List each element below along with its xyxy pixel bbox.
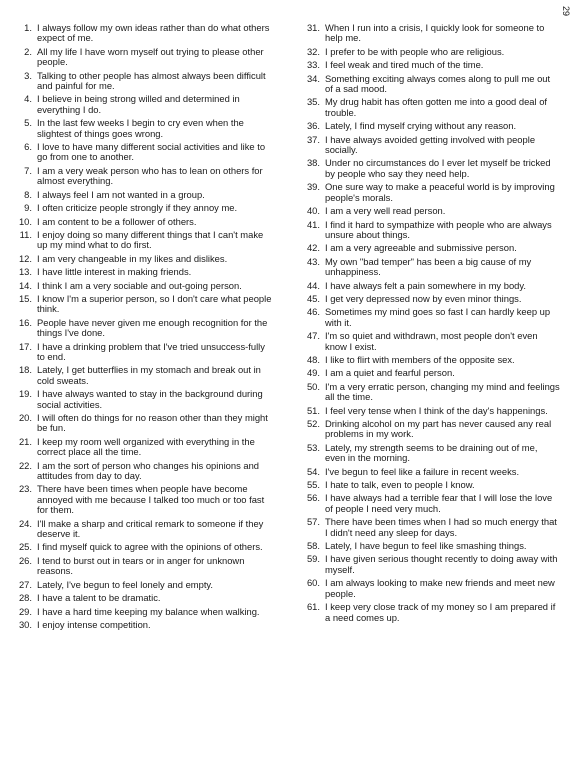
item-text: I have little interest in making friends. <box>37 266 192 278</box>
item-text: I feel weak and tired much of the time. <box>325 59 484 71</box>
item-number: 27. <box>18 578 32 590</box>
item-number: 59. <box>306 553 320 565</box>
item-number: 14. <box>18 279 32 291</box>
list-item <box>10 620 272 630</box>
item-number: 2. <box>24 45 32 57</box>
item-number: 39. <box>306 181 320 193</box>
item-number: 33. <box>306 59 320 71</box>
item-number: 1. <box>24 22 32 33</box>
list-item <box>10 142 272 163</box>
item-text: I find myself quick to agree with the opinions of others. <box>37 541 263 553</box>
item-number: 4. <box>24 93 32 105</box>
item-text: I am a very weak person who has to lean on others for almost everything. <box>37 164 263 187</box>
list-item <box>298 257 560 278</box>
list-item <box>10 437 272 458</box>
item-number: 3. <box>24 69 32 81</box>
item-text: I am very changeable in my likes and dislikes. <box>37 252 228 264</box>
item-number: 12. <box>18 252 32 264</box>
item-number: 40. <box>306 205 320 217</box>
item-number: 55. <box>306 479 320 491</box>
item-number: 17. <box>18 340 32 352</box>
item-number: 22. <box>18 459 32 471</box>
list-item <box>298 158 560 179</box>
item-number: 37. <box>306 133 320 145</box>
item-number: 48. <box>306 353 320 365</box>
item-number: 16. <box>18 316 32 328</box>
item-number: 36. <box>306 120 320 132</box>
item-number: 13. <box>18 266 32 278</box>
item-text: I enjoy intense competition. <box>37 618 151 630</box>
list-item <box>10 461 272 482</box>
list-item <box>10 484 272 515</box>
item-number: 44. <box>306 279 320 291</box>
item-text: Lately, I find myself crying without any reason. <box>325 120 517 132</box>
item-number: 60. <box>306 577 320 589</box>
item-number: 31. <box>306 22 320 33</box>
left-column <box>10 23 272 633</box>
list-item <box>298 182 560 203</box>
list-item <box>10 267 272 277</box>
list-item <box>10 230 272 251</box>
list-item <box>10 365 272 386</box>
item-number: 61. <box>306 601 320 613</box>
item-text: One sure way to make a peaceful world is by improving people's morals. <box>325 181 555 203</box>
list-item <box>298 243 560 253</box>
list-item <box>298 23 560 44</box>
item-number: 51. <box>306 404 320 416</box>
item-text: I like to flirt with members of the opposite sex. <box>325 353 515 365</box>
list-item <box>298 419 560 440</box>
item-text: I feel very tense when I think of the day's happenings. <box>325 404 548 416</box>
list-item <box>298 578 560 599</box>
item-text: Lately, I get butterflies in my stomach and break out in cold sweats. <box>37 364 261 386</box>
item-text: I'm so quiet and withdrawn, most people don't even know I exist. <box>325 330 538 352</box>
item-number: 28. <box>18 592 32 604</box>
item-number: 18. <box>18 364 32 376</box>
item-number: 10. <box>18 215 32 227</box>
item-number: 30. <box>18 618 32 630</box>
list-item <box>298 47 560 57</box>
item-text: I tend to burst out in tears or in anger for unknown reasons. <box>37 554 245 577</box>
item-text: People have never given me enough recognition for the things I've done. <box>37 316 268 339</box>
list-item <box>298 60 560 70</box>
item-text: Sometimes my mind goes so fast I can hardly keep up with it. <box>325 306 551 328</box>
item-text: I enjoy doing so many different things that I can't make up my mind what to do first. <box>37 228 264 251</box>
item-number: 23. <box>18 483 32 495</box>
item-number: 11. <box>19 228 32 240</box>
item-number: 52. <box>306 418 320 429</box>
list-item <box>10 294 272 315</box>
list-item <box>10 519 272 540</box>
item-text: I always follow my own ideas rather than do what others expect of me. <box>37 22 270 44</box>
item-text: I am content to be a follower of others. <box>37 215 197 227</box>
item-text: There have been times when I had so much energy that I didn't need any sleep for days. <box>325 516 557 538</box>
right-column <box>298 23 560 626</box>
list-item <box>298 294 560 304</box>
item-text: I know I'm a superior person, so I don't care what people think. <box>37 292 272 315</box>
item-text: I will often do things for no reason other than they might be fun. <box>37 412 268 434</box>
list-item <box>10 94 272 115</box>
item-text: My drug habit has often gotten me into a good deal of trouble. <box>325 96 548 118</box>
item-text: I have always felt a pain somewhere in my body. <box>325 279 526 291</box>
item-number: 41. <box>306 218 320 230</box>
list-item <box>10 556 272 577</box>
list-item <box>298 355 560 365</box>
list-item <box>298 467 560 477</box>
item-text: Lately, I've begun to feel lonely and empty. <box>37 578 214 590</box>
item-text: I'll make a sharp and critical remark to someone if they deserve it. <box>37 517 264 540</box>
item-number: 42. <box>306 242 320 254</box>
item-text: Something exciting always comes along to pull me out of a sad mood. <box>325 72 551 95</box>
list-item <box>298 443 560 464</box>
item-text: I have a talent to be dramatic. <box>37 592 161 604</box>
list-item <box>298 517 560 538</box>
item-text: I hate to talk, even to people I know. <box>325 479 475 491</box>
item-number: 26. <box>18 554 32 566</box>
list-item <box>10 217 272 227</box>
item-text: I've begun to feel like a failure in recent weeks. <box>325 465 520 477</box>
list-item <box>10 413 272 434</box>
item-number: 8. <box>24 188 32 200</box>
item-text: When I run into a crisis, I quickly look for someone to help me. <box>325 22 545 44</box>
item-number: 24. <box>18 517 32 529</box>
item-text: All my life I have worn myself out trying to please other people. <box>37 45 264 68</box>
list-item <box>298 541 560 551</box>
item-text: I love to have many different social activities and like to go from one to another. <box>37 141 266 163</box>
item-number: 15. <box>18 292 32 304</box>
list-item <box>10 71 272 92</box>
item-number: 21. <box>18 435 32 447</box>
item-number: 49. <box>306 367 320 379</box>
list-item <box>10 203 272 213</box>
item-text: I believe in being strong willed and determined in everything I do. <box>37 93 240 115</box>
list-item <box>10 342 272 363</box>
item-text: I am always looking to make new friends and meet new people. <box>325 577 555 599</box>
item-text: I keep my room well organized with everything in the correct place all the time. <box>37 435 255 458</box>
list-item <box>298 97 560 118</box>
item-text: I have always wanted to stay in the background during social activities. <box>37 388 263 410</box>
item-number: 9. <box>24 202 32 214</box>
item-text: I am a very agreeable and submissive person. <box>325 242 517 254</box>
item-number: 50. <box>306 380 320 392</box>
list-item <box>10 23 272 44</box>
list-item <box>298 307 560 328</box>
list-item <box>298 135 560 156</box>
item-number: 45. <box>306 292 320 304</box>
item-text: I am a very well read person. <box>325 205 446 217</box>
item-text: I always feel I am not wanted in a group. <box>37 188 205 200</box>
item-number: 5. <box>24 117 32 129</box>
list-item <box>298 368 560 378</box>
list-item <box>298 220 560 241</box>
list-item <box>10 166 272 187</box>
item-text: There have been times when people have become annoyed with me because I talked too much or too fast for them. <box>37 483 265 516</box>
item-text: I think I am a very sociable and out-going person. <box>37 279 242 291</box>
item-text: I prefer to be with people who are religious. <box>325 45 505 57</box>
item-text: Lately, my strength seems to be draining out of me, even in the morning. <box>325 441 538 464</box>
list-item <box>10 580 272 590</box>
item-number: 29. <box>18 605 32 617</box>
item-number: 47. <box>306 330 320 342</box>
item-text: I am the sort of person who changes his opinions and attitudes from day to day. <box>37 459 260 482</box>
item-text: Drinking alcohol on my part has never caused any real problems in my work. <box>325 418 552 440</box>
item-text: I have a drinking problem that I've tried unsuccess-fully to end. <box>37 340 265 362</box>
item-number: 38. <box>306 157 320 169</box>
item-text: I often criticize people strongly if they annoy me. <box>37 202 238 214</box>
item-number: 7. <box>24 164 32 176</box>
item-text: I get very depressed now by even minor things. <box>325 292 522 304</box>
item-number: 25. <box>18 541 32 553</box>
item-number: 54. <box>306 465 320 477</box>
list-item <box>298 206 560 216</box>
list-item <box>10 190 272 200</box>
list-item <box>298 602 560 623</box>
item-text: My own "bad temper" has been a big cause of my unhappiness. <box>325 255 532 278</box>
item-number: 6. <box>24 141 32 153</box>
list-item <box>298 554 560 575</box>
item-text: I am a quiet and fearful person. <box>325 367 455 379</box>
list-item <box>298 121 560 131</box>
list-item <box>298 406 560 416</box>
list-item <box>10 607 272 617</box>
list-item <box>298 493 560 514</box>
item-number: 53. <box>306 441 320 453</box>
item-number: 43. <box>306 255 320 267</box>
item-text: I find it hard to sympathize with people who are always unsure about things. <box>325 218 552 240</box>
item-text: Under no circumstances do I ever let myself be tricked by people who say they need help. <box>325 157 551 179</box>
item-text: I keep very close track of my money so I am prepared if a need comes up. <box>325 601 556 623</box>
page-number: 29 <box>560 5 571 17</box>
list-item <box>10 281 272 291</box>
list-item <box>298 331 560 352</box>
item-number: 58. <box>306 540 320 552</box>
list-item <box>298 281 560 291</box>
list-item <box>298 74 560 95</box>
item-number: 57. <box>306 516 320 528</box>
item-text: Talking to other people has almost always been difficult and painful for me. <box>37 69 266 92</box>
list-item <box>10 118 272 139</box>
list-item <box>298 382 560 403</box>
item-text: I'm a very erratic person, changing my mind and feelings all the time. <box>325 380 560 403</box>
list-item <box>298 480 560 490</box>
item-text: I have a hard time keeping my balance when walking. <box>37 605 260 617</box>
item-number: 46. <box>306 306 320 318</box>
item-number: 34. <box>306 72 320 84</box>
item-number: 32. <box>306 45 320 57</box>
item-number: 35. <box>306 96 320 108</box>
item-text: I have always had a terrible fear that I will lose the love of people I need very much. <box>325 492 553 514</box>
item-text: Lately, I have begun to feel like smashing things. <box>325 540 527 552</box>
item-text: I have given serious thought recently to doing away with myself. <box>325 553 558 575</box>
item-number: 56. <box>306 492 320 504</box>
list-item <box>10 389 272 410</box>
list-item <box>10 593 272 603</box>
item-text: In the last few weeks I begin to cry even when the slightest of things goes wrong. <box>37 117 244 139</box>
item-number: 20. <box>18 412 32 423</box>
list-item <box>10 542 272 552</box>
item-text: I have always avoided getting involved with people socially. <box>325 133 536 156</box>
item-number: 19. <box>18 388 32 400</box>
list-item <box>10 254 272 264</box>
list-item <box>10 47 272 68</box>
list-item <box>10 318 272 339</box>
